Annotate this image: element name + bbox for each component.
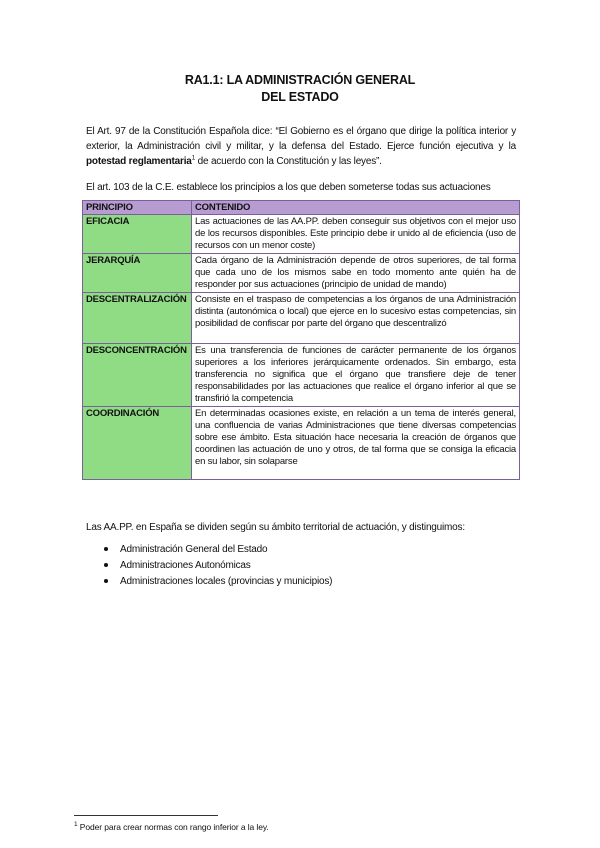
footnote-number: 1 [74,821,78,829]
content-cell: Las actuaciones de las AA.PP. deben conseguir sus objetivos con el mejor uso de los recursos disponibles. Este principio debe ir unido al de eficiencia (uso de recursos con un menor coste) [192,215,520,254]
table-row [83,344,520,407]
content-cell: Cada órgano de la Administración depende de otros superiores, de tal forma que cada uno de los mismos sabe en todo momento ante quién ha de responder por sus actuaciones (principio de unidad de mando) [192,254,520,293]
principle-cell: EFICACIA [83,215,192,254]
bullet-icon [104,579,108,583]
intro-bold-term: potestad reglamentaria [86,156,192,167]
principle-cell: COORDINACIÓN [83,407,192,480]
list-item [104,558,332,573]
intro-text: El Art. 97 de la Constitución Española dice: “El Gobierno es el órgano que dirige la política interior y exterior, la Administración civil y militar, y la defensa del Estado. Ejerce función ejecutiva y la [86,126,516,152]
article-103-paragraph: El art. 103 de la C.E. establece los principios a los que deben someterse todas sus actuaciones [86,182,491,193]
principle-cell: DESCONCENTRACIÓN [83,344,192,407]
footnote-text: Poder para crear normas con rango inferior a la ley. [79,822,269,832]
principle-cell: DESCENTRALIZACIÓN [83,293,192,344]
list-item [104,542,332,557]
bullet-icon [104,547,108,551]
footnote [74,822,269,832]
division-paragraph: Las AA.PP. en España se dividen según su ámbito territorial de actuación, y distinguimos: [86,522,465,533]
list-item [104,574,332,589]
table-row [83,215,520,254]
footnote-reference[interactable]: 1 [191,154,196,162]
table-row [83,407,520,480]
principle-cell: JERARQUÍA [83,254,192,293]
content-cell: En determinadas ocasiones existe, en relación a un tema de interés general, una confluencia de varias Administraciones que tiene diversas competencias sobre ese ámbito. Esta situación hace necesaria la creación de órganos que coordinen las actuación de uno y otros, de tal forma que se consiga la eficacia en su labor, sin solaparse [192,407,520,480]
bullet-icon [104,563,108,567]
principles-table [82,200,520,480]
footnote-divider [74,815,218,816]
intro-text-end: de acuerdo con la Constitución y las leyes”. [195,156,382,167]
table-row [83,254,520,293]
list-item-text: Administraciones locales (provincias y municipios) [120,576,333,587]
title-line-2: DEL ESTADO [261,90,339,104]
header-principle: PRINCIPIO [83,201,192,215]
title-line-1: RA1.1: LA ADMINISTRACIÓN GENERAL [184,73,416,87]
list-item-text: Administraciones Autonómicas [120,560,251,571]
header-content: CONTENIDO [192,201,520,215]
administrations-list [104,542,332,590]
table-row [83,293,520,344]
content-cell: Es una transferencia de funciones de carácter permanente de los órganos superiores a los inferiores jerárquicamente ordenados. Sin embargo, esta transferencia no significa que el órgano que transfiere deje de tener responsabilidades por las actuaciones que realice el órgano inferior al que se transfirió la competencia [192,344,520,407]
list-item-text: Administración General del Estado [120,544,268,555]
table-header-row [83,201,520,215]
page-title [0,72,600,106]
intro-paragraph [86,124,516,169]
content-cell: Consiste en el traspaso de competencias a los órganos de una Administración distinta (autonómica o local) que ejerce en lo sucesivo estas competencias, sin posibilidad de confiscar por parte del órgano que descentralizó [192,293,520,344]
